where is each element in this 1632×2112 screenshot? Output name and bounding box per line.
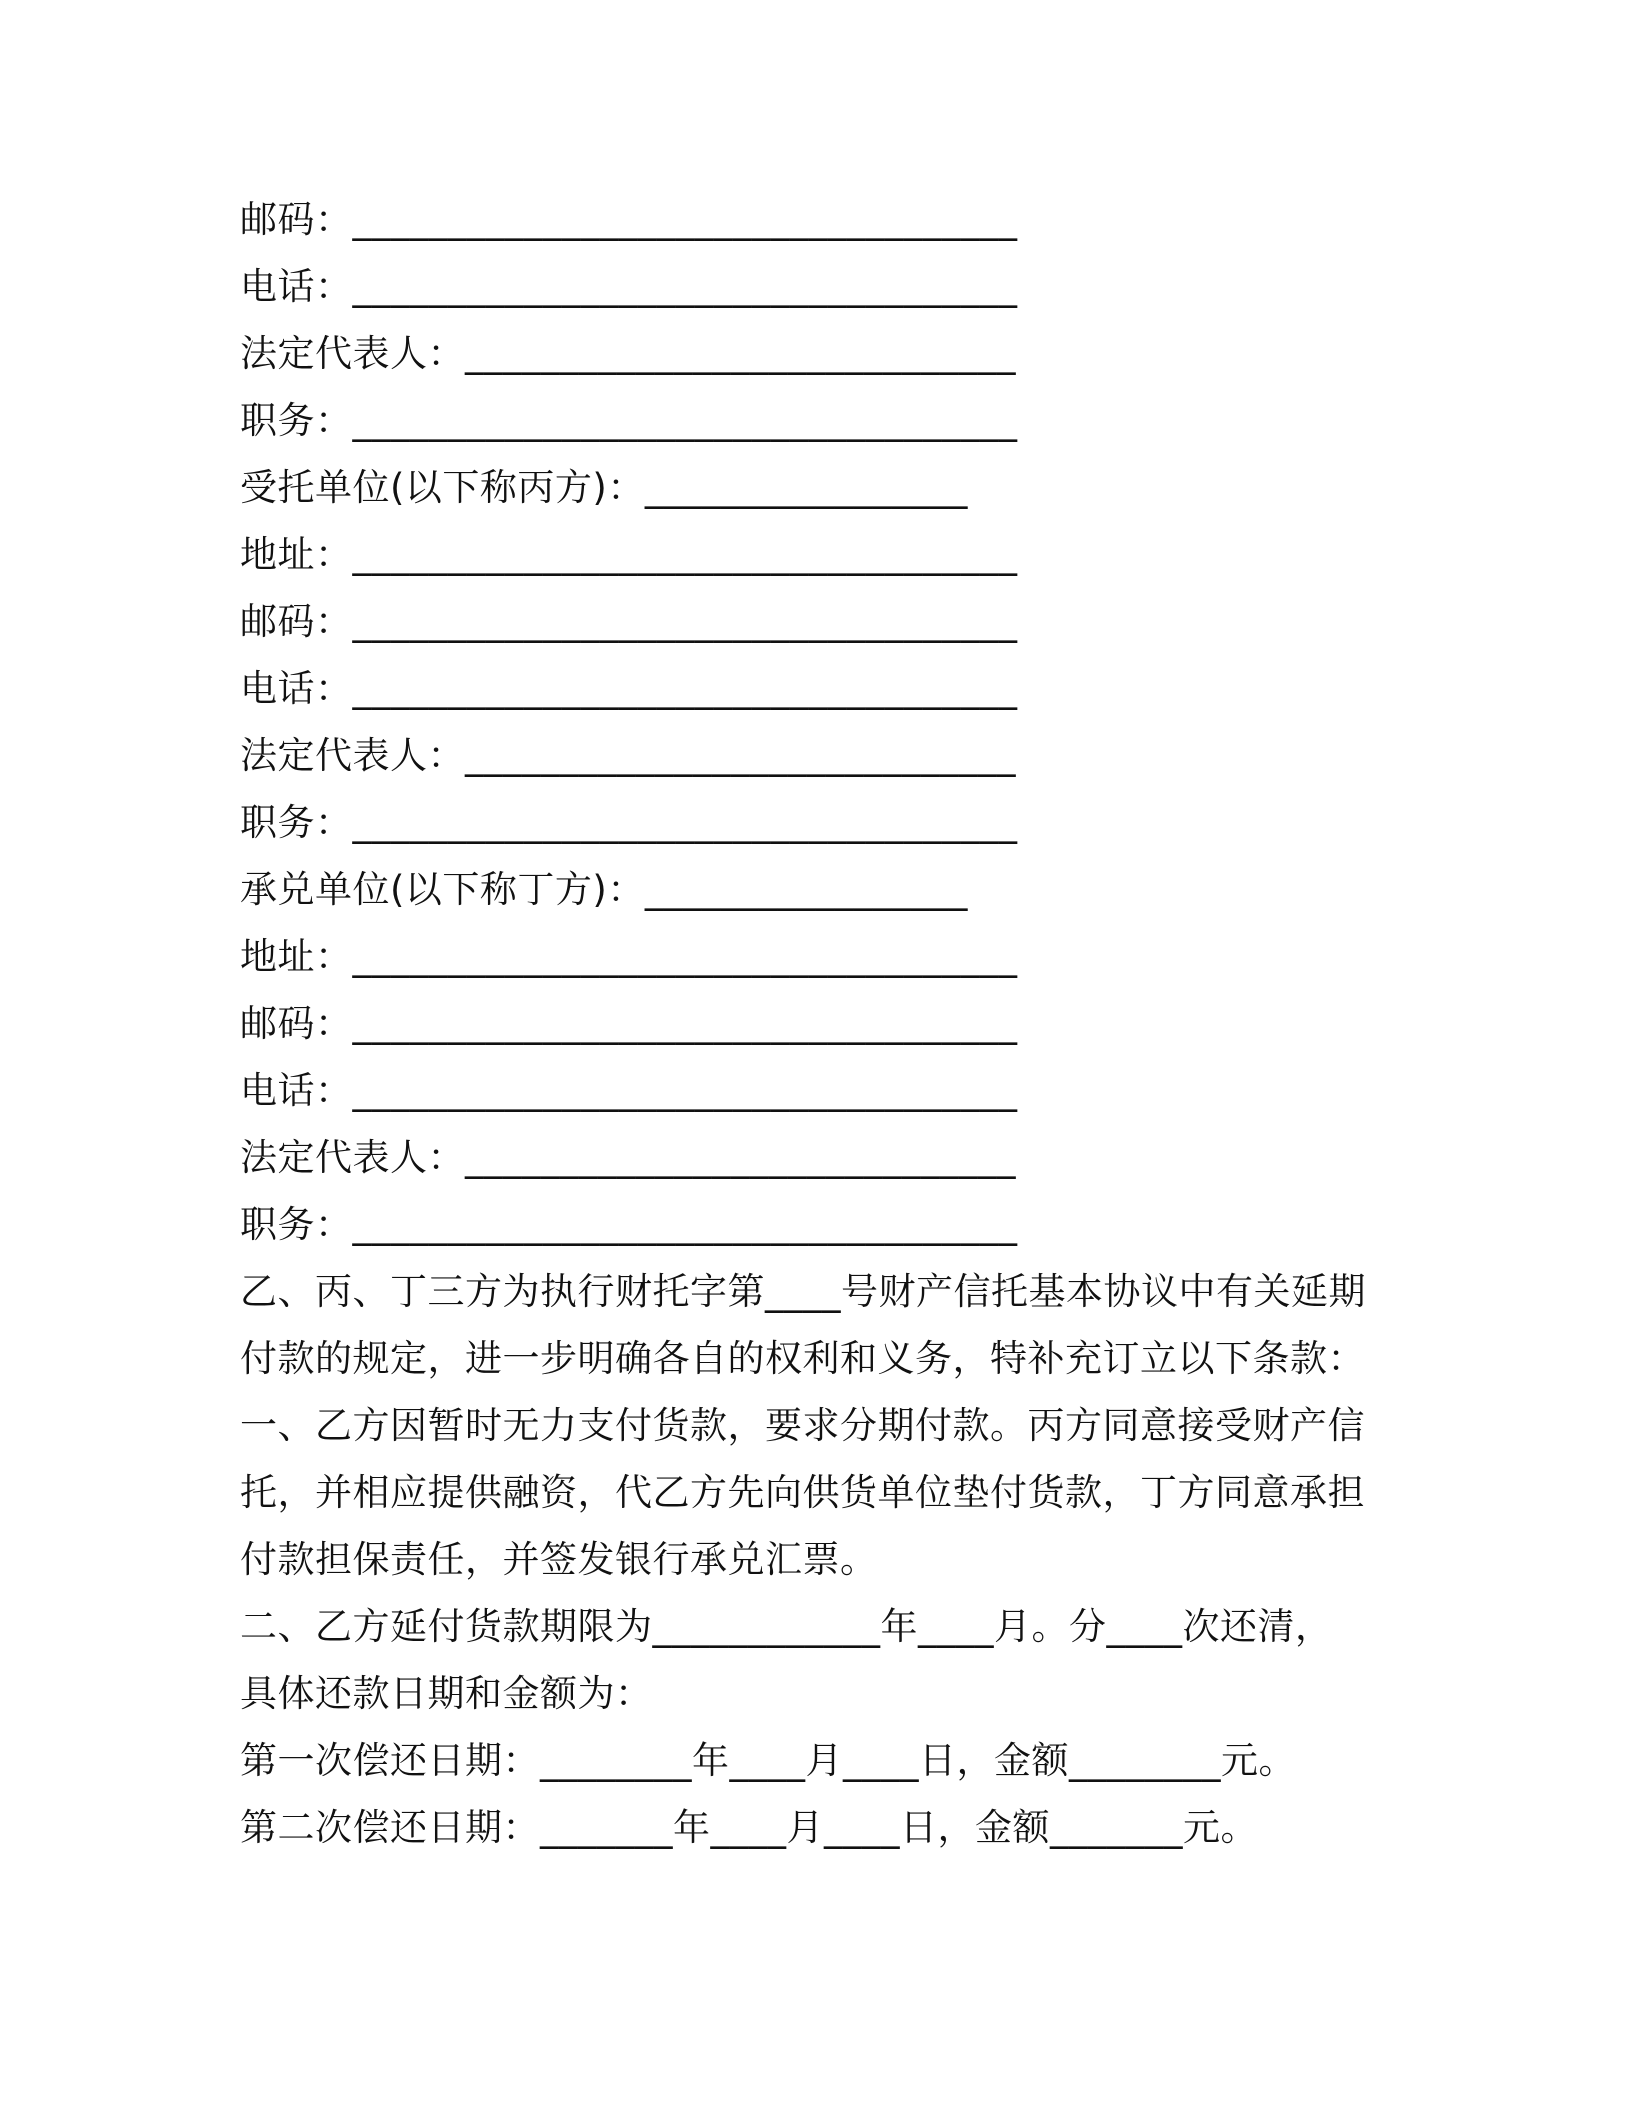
acceptor-legal-representative-field: 法定代表人：_____________________________ [240, 1136, 1016, 1179]
clause-1-paragraph [240, 1392, 1380, 1593]
paragraph-line: 付款担保责任，并签发银行承兑汇票。 [240, 1538, 878, 1581]
acceptor-phone-field: 电话：___________________________________ [240, 1069, 1018, 1112]
trustee-legal-representative-field: 法定代表人：_____________________________ [240, 734, 1016, 777]
paragraph-line: 一、乙方因暂时无力支付货款，要求分期付款。丙方同意接受财产信 [240, 1404, 1365, 1447]
intro-paragraph [240, 1258, 1380, 1392]
trustee-phone-field: 电话：___________________________________ [240, 667, 1018, 710]
clause-2-paragraph [240, 1593, 1380, 1727]
postcode-field: 邮码：___________________________________ [240, 198, 1018, 241]
paragraph-line: 二、乙方延付货款期限为____________年____月。分____次还清， [240, 1605, 1333, 1648]
trustee-unit-field: 受托单位(以下称丙方)：_________________ [240, 466, 968, 509]
acceptor-postcode-field: 邮码：___________________________________ [240, 1002, 1018, 1045]
second-repayment-line: 第二次偿还日期：_______年____月____日，金额_______元。 [240, 1806, 1258, 1849]
trustee-postcode-field: 邮码：___________________________________ [240, 600, 1018, 643]
legal-representative-field: 法定代表人：_____________________________ [240, 332, 1016, 375]
acceptor-unit-field: 承兑单位(以下称丁方)：_________________ [240, 868, 968, 911]
phone-field: 电话：___________________________________ [240, 265, 1018, 308]
trustee-position-field: 职务：___________________________________ [240, 801, 1018, 844]
paragraph-line: 托，并相应提供融资，代乙方先向供货单位垫付货款，丁方同意承担 [240, 1471, 1365, 1514]
paragraph-line: 乙、丙、丁三方为执行财托字第____号财产信托基本协议中有关延期 [240, 1270, 1366, 1313]
trustee-address-field: 地址：___________________________________ [240, 533, 1018, 576]
acceptor-position-field: 职务：___________________________________ [240, 1203, 1018, 1246]
paragraph-line: 具体还款日期和金额为： [240, 1672, 653, 1715]
document-body [240, 186, 1380, 1861]
position-field: 职务：___________________________________ [240, 399, 1018, 442]
first-repayment-line: 第一次偿还日期：________年____月____日，金额________元。 [240, 1739, 1296, 1782]
acceptor-address-field: 地址：___________________________________ [240, 935, 1018, 978]
paragraph-line: 付款的规定，进一步明确各自的权利和义务，特补充订立以下条款： [240, 1337, 1365, 1380]
